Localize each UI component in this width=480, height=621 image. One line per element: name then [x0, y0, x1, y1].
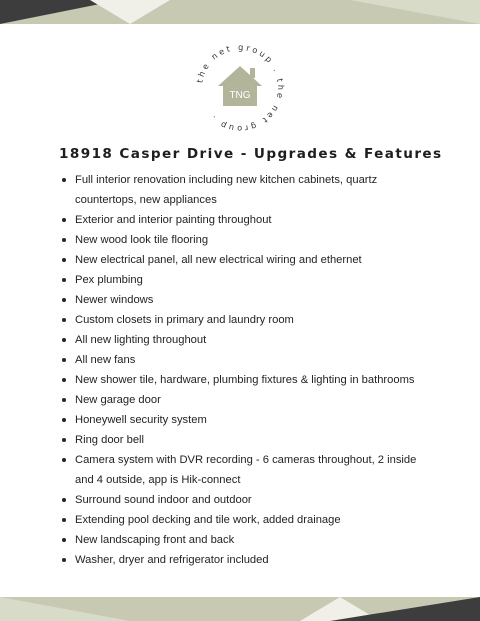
company-logo	[190, 38, 290, 138]
feature-item: All new lighting throughout	[60, 330, 430, 350]
feature-item: New landscaping front and back	[60, 530, 430, 550]
feature-item: Full interior renovation including new kitchen cabinets, quartz countertops, new appliances	[60, 170, 430, 210]
feature-item: New shower tile, hardware, plumbing fixtures & lighting in bathrooms	[60, 370, 430, 390]
feature-item: Extending pool decking and tile work, added drainage	[60, 510, 430, 530]
feature-item: Camera system with DVR recording - 6 cameras throughout, 2 inside and 4 outside, app is Hik-connect	[60, 450, 430, 490]
top-right-triangle	[350, 0, 480, 24]
features-list	[60, 170, 430, 570]
logo-graphic	[190, 38, 290, 138]
feature-item: Exterior and interior painting throughout	[60, 210, 430, 230]
logo-ring-textpath: the net group . the net group .	[194, 41, 287, 135]
feature-item: New garage door	[60, 390, 430, 410]
bottom-left-triangle	[0, 597, 130, 621]
bottom-right-triangle	[330, 597, 480, 621]
feature-item: Newer windows	[60, 290, 430, 310]
feature-item: New electrical panel, all new electrical wiring and ethernet	[60, 250, 430, 270]
logo-initials: TNG	[229, 90, 251, 101]
feature-item: All new fans	[60, 350, 430, 370]
feature-item: Custom closets in primary and laundry room	[60, 310, 430, 330]
feature-item: Pex plumbing	[60, 270, 430, 290]
feature-item: Honeywell security system	[60, 410, 430, 430]
feature-item: Ring door bell	[60, 430, 430, 450]
page-title: 18918 Casper Drive - Upgrades & Features	[59, 146, 443, 162]
feature-item: Washer, dryer and refrigerator included	[60, 550, 430, 570]
feature-item: Surround sound indoor and outdoor	[60, 490, 430, 510]
feature-item: New wood look tile flooring	[60, 230, 430, 250]
top-middle-triangle	[90, 0, 170, 24]
